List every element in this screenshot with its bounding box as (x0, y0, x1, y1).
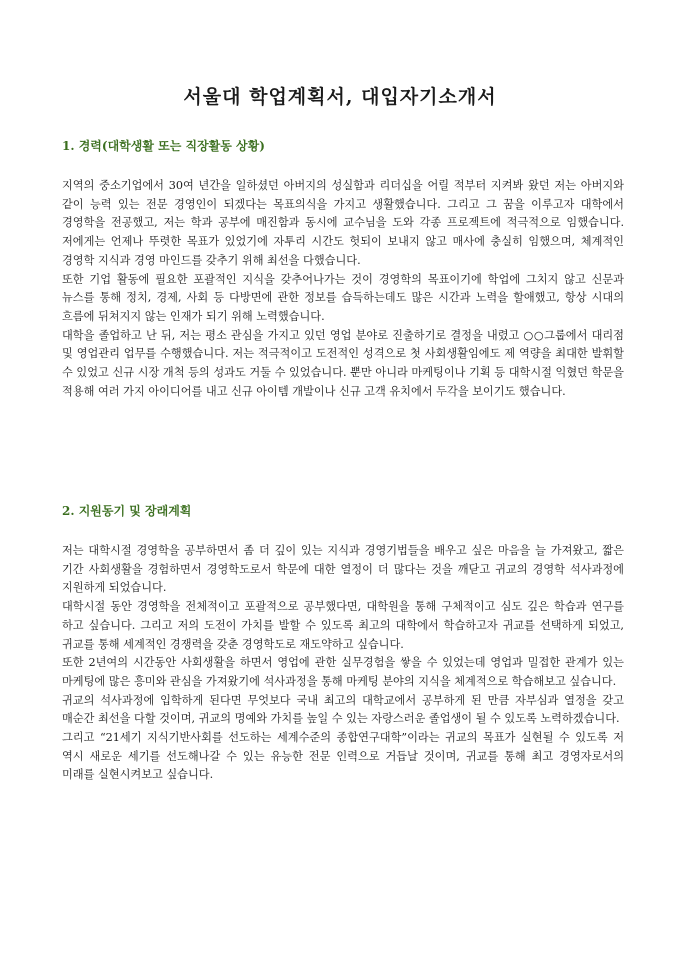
document-title: 서울대 학업계획서, 대입자기소개서 (183, 86, 497, 108)
section-body-career (62, 177, 624, 401)
paragraph: 저는 대학시절 경영학을 공부하면서 좀 더 깊이 있는 지식과 경영기법들을 배우고 싶은 마음을 늘 가져왔고, 짧은 기간 사회생활을 경험하면서 경영학도로서 학문에 대한 열정이 더 많다는 것을 깨닫고 귀교의 경영학 석사과정에 지원하게 되었습니다. (62, 544, 624, 595)
paragraph: 귀교의 석사과정에 입학하게 된다면 무엇보다 국내 최고의 대학교에서 공부하게 된 만큼 자부심과 열정을 갖고 매순간 최선을 다할 것이며, 귀교의 명예와 가치를 높일 수 있는 자랑스러운 졸업생이 될 수 있도록 노력하겠습니다. (62, 693, 624, 726)
section-body-motivation (62, 542, 624, 785)
paragraph: 그리고 “21세기 지식기반사회를 선도하는 세계수준의 종합연구대학”이라는 귀교의 목표가 실현될 수 있도록 저 역시 새로운 세기를 선도해나갈 수 있는 유능한 전문 인력으로 거듭날 것이며, 귀교를 통해 최고 경영자로서의 미래를 실현시켜보고 싶습니다. (62, 731, 624, 782)
paragraph: 지역의 중소기업에서 30여 년간을 일하셨던 아버지의 성실함과 리더십을 어릴 적부터 지켜봐 왔던 저는 아버지와 같이 능력 있는 전문 경영인이 되겠다는 목표의식을 가지고 생활했습니다. 그리고 그 꿈을 이루고자 대학에서 경영학을 전공했고, 저는 학과 공부에 매진함과 동시에 교수님을 도와 각종 프로젝트에 적극적으로 임했습니다. 저에게는 언제나 뚜렷한 목표가 있었기에 자투리 시간도 헛되이 보내지 않고 매사에 충실히 임했으며, 체계적인 경영학 지식과 경영 마인드를 갖추기 위해 최선을 다했습니다. (62, 179, 625, 267)
section-heading-motivation: 2. 지원동기 및 장래계획 (62, 504, 192, 518)
paragraph: 대학을 졸업하고 난 뒤, 저는 평소 관심을 가지고 있던 영업 분야로 진출하기로 결정을 내렸고 ○○그룹에서 대리점 및 영업관리 업무를 수행했습니다. 저는 적극적이고 도전적인 성격으로 첫 사회생활임에도 제 역량을 최대한 발휘할 수 있었고 신규 시장 개척 등의 성과도 거둘 수 있었습니다. 뿐만 아니라 마케팅이나 기획 등 대학시절 익혔던 학문을 적용해 여러 가지 아이디어를 내고 신규 아이템 개발이나 신규 고객 유치에서 두각을 보이기도 했습니다. (62, 328, 624, 398)
section-heading-career: 1. 경력(대학생활 또는 직장활동 상황) (62, 139, 265, 153)
paragraph: 또한 기업 활동에 필요한 포괄적인 지식을 갖추어나가는 것이 경영학의 목표이기에 학업에 그치지 않고 신문과 뉴스를 통해 정치, 경제, 사회 등 다방면에 관한 정보를 습득하는데도 많은 시간과 노력을 할애했고, 항상 시대의 흐름에 뒤쳐지지 않는 인재가 되기 위해 노력했습니다. (62, 272, 624, 323)
paragraph: 또한 2년여의 시간동안 사회생활을 하면서 영업에 관한 실무경험을 쌓을 수 있었는데 영업과 밀접한 관계가 있는 마케팅에 많은 흥미와 관심을 가져왔기에 석사과정을 통해 마케팅 분야의 지식을 체계적으로 학습해보고 싶습니다. (62, 656, 624, 688)
paragraph: 대학시절 동안 경영학을 전체적이고 포괄적으로 공부했다면, 대학원을 통해 구체적이고 심도 깊은 학습과 연구를 하고 싶습니다. 그리고 저의 도전이 가치를 발할 수 있도록 최고의 대학에서 학습하고자 귀교를 선택하게 되었고, 귀교를 통해 세계적인 경쟁력을 갖춘 경영학도로 재도약하고 싶습니다. (62, 600, 624, 651)
